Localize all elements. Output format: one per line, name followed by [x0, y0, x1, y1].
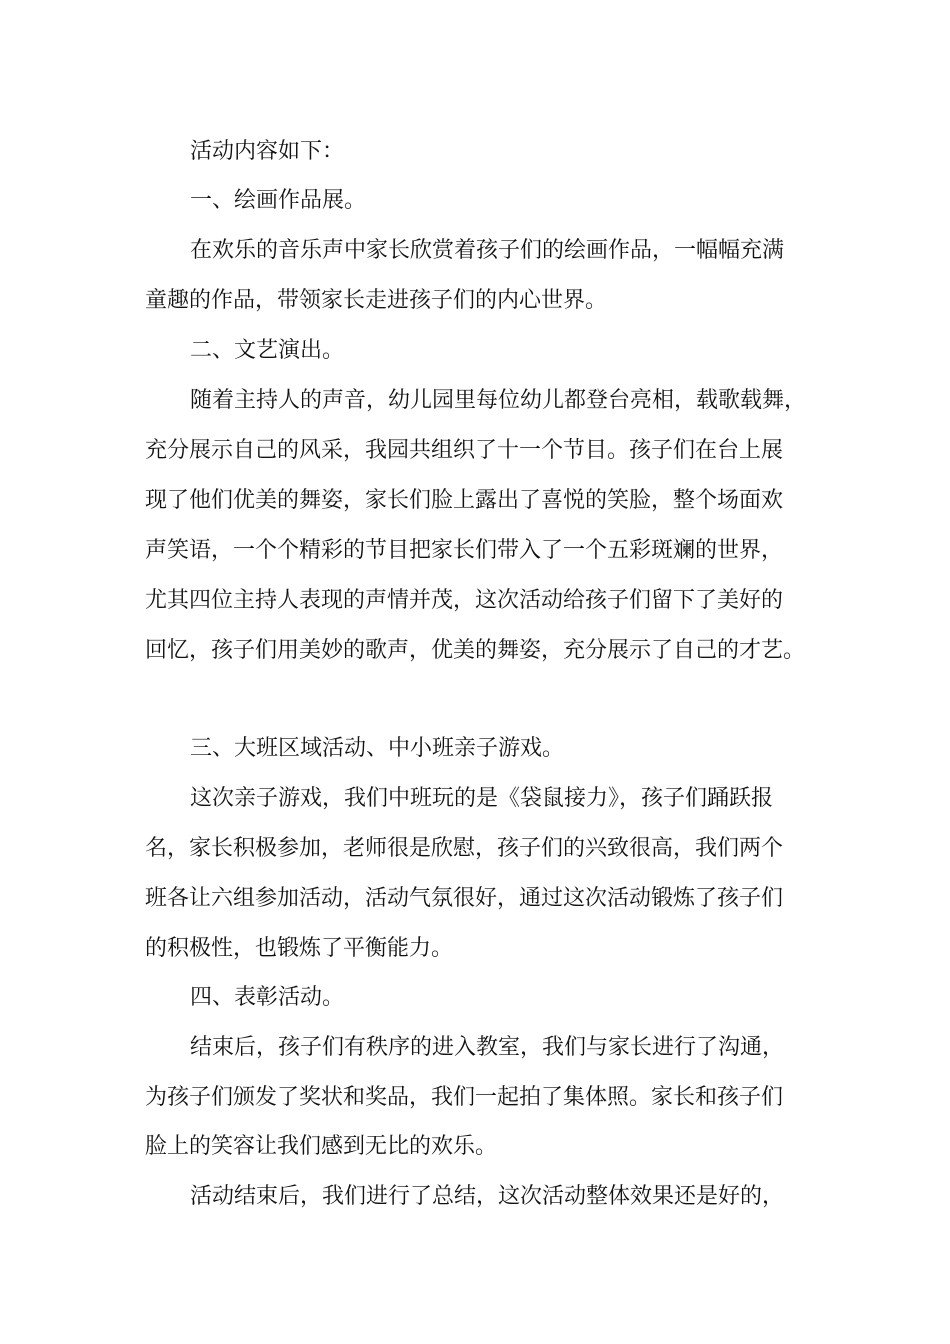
paragraph-line: 脸上的笑容让我们感到无比的欢乐。 [145, 1134, 498, 1159]
paragraph-line: 这次亲子游戏，我们中班玩的是《袋鼠接力》，孩子们踊跃报 [190, 786, 774, 811]
intro-line: 活动内容如下： [190, 139, 345, 164]
paragraph-line: 童趣的作品，带领家长走进孩子们的内心世界。 [145, 288, 608, 313]
paragraph-line: 回忆，孩子们用美妙的歌声，优美的舞姿，充分展示了自己的才艺。 [145, 638, 806, 663]
paragraph-line: 为孩子们颁发了奖状和奖品，我们一起拍了集体照。家长和孩子们 [145, 1085, 784, 1110]
paragraph-line: 尤其四位主持人表现的声情并茂，这次活动给孩子们留下了美好的 [145, 588, 784, 613]
paragraph-line: 随着主持人的声音，幼儿园里每位幼儿都登台亮相，载歌载舞， [190, 388, 807, 413]
section-heading-1: 一、绘画作品展。 [190, 188, 367, 213]
paragraph-line: 的积极性，也锻炼了平衡能力。 [145, 936, 454, 961]
paragraph-line: 班各让六组参加活动，活动气氛很好，通过这次活动锻炼了孩子们 [145, 886, 784, 911]
paragraph-line: 声笑语，一个个精彩的节目把家长们带入了一个五彩斑斓的世界， [145, 538, 784, 563]
section-heading-4: 四、表彰活动。 [190, 985, 345, 1010]
paragraph-line: 结束后，孩子们有秩序的进入教室，我们与家长进行了沟通， [190, 1035, 785, 1060]
paragraph-line: 活动结束后，我们进行了总结，这次活动整体效果还是好的， [190, 1184, 785, 1209]
paragraph-line: 现了他们优美的舞姿，家长们脸上露出了喜悦的笑脸，整个场面欢 [145, 488, 784, 513]
paragraph-line: 在欢乐的音乐声中家长欣赏着孩子们的绘画作品，一幅幅充满 [190, 238, 785, 263]
section-heading-2: 二、文艺演出。 [190, 338, 345, 363]
section-heading-3: 三、大班区域活动、中小班亲子游戏。 [190, 736, 565, 761]
paragraph-line: 名，家长积极参加，老师很是欣慰，孩子们的兴致很高，我们两个 [145, 836, 784, 861]
paragraph-line: 充分展示自己的风采，我园共组织了十一个节目。孩子们在台上展 [145, 438, 784, 463]
